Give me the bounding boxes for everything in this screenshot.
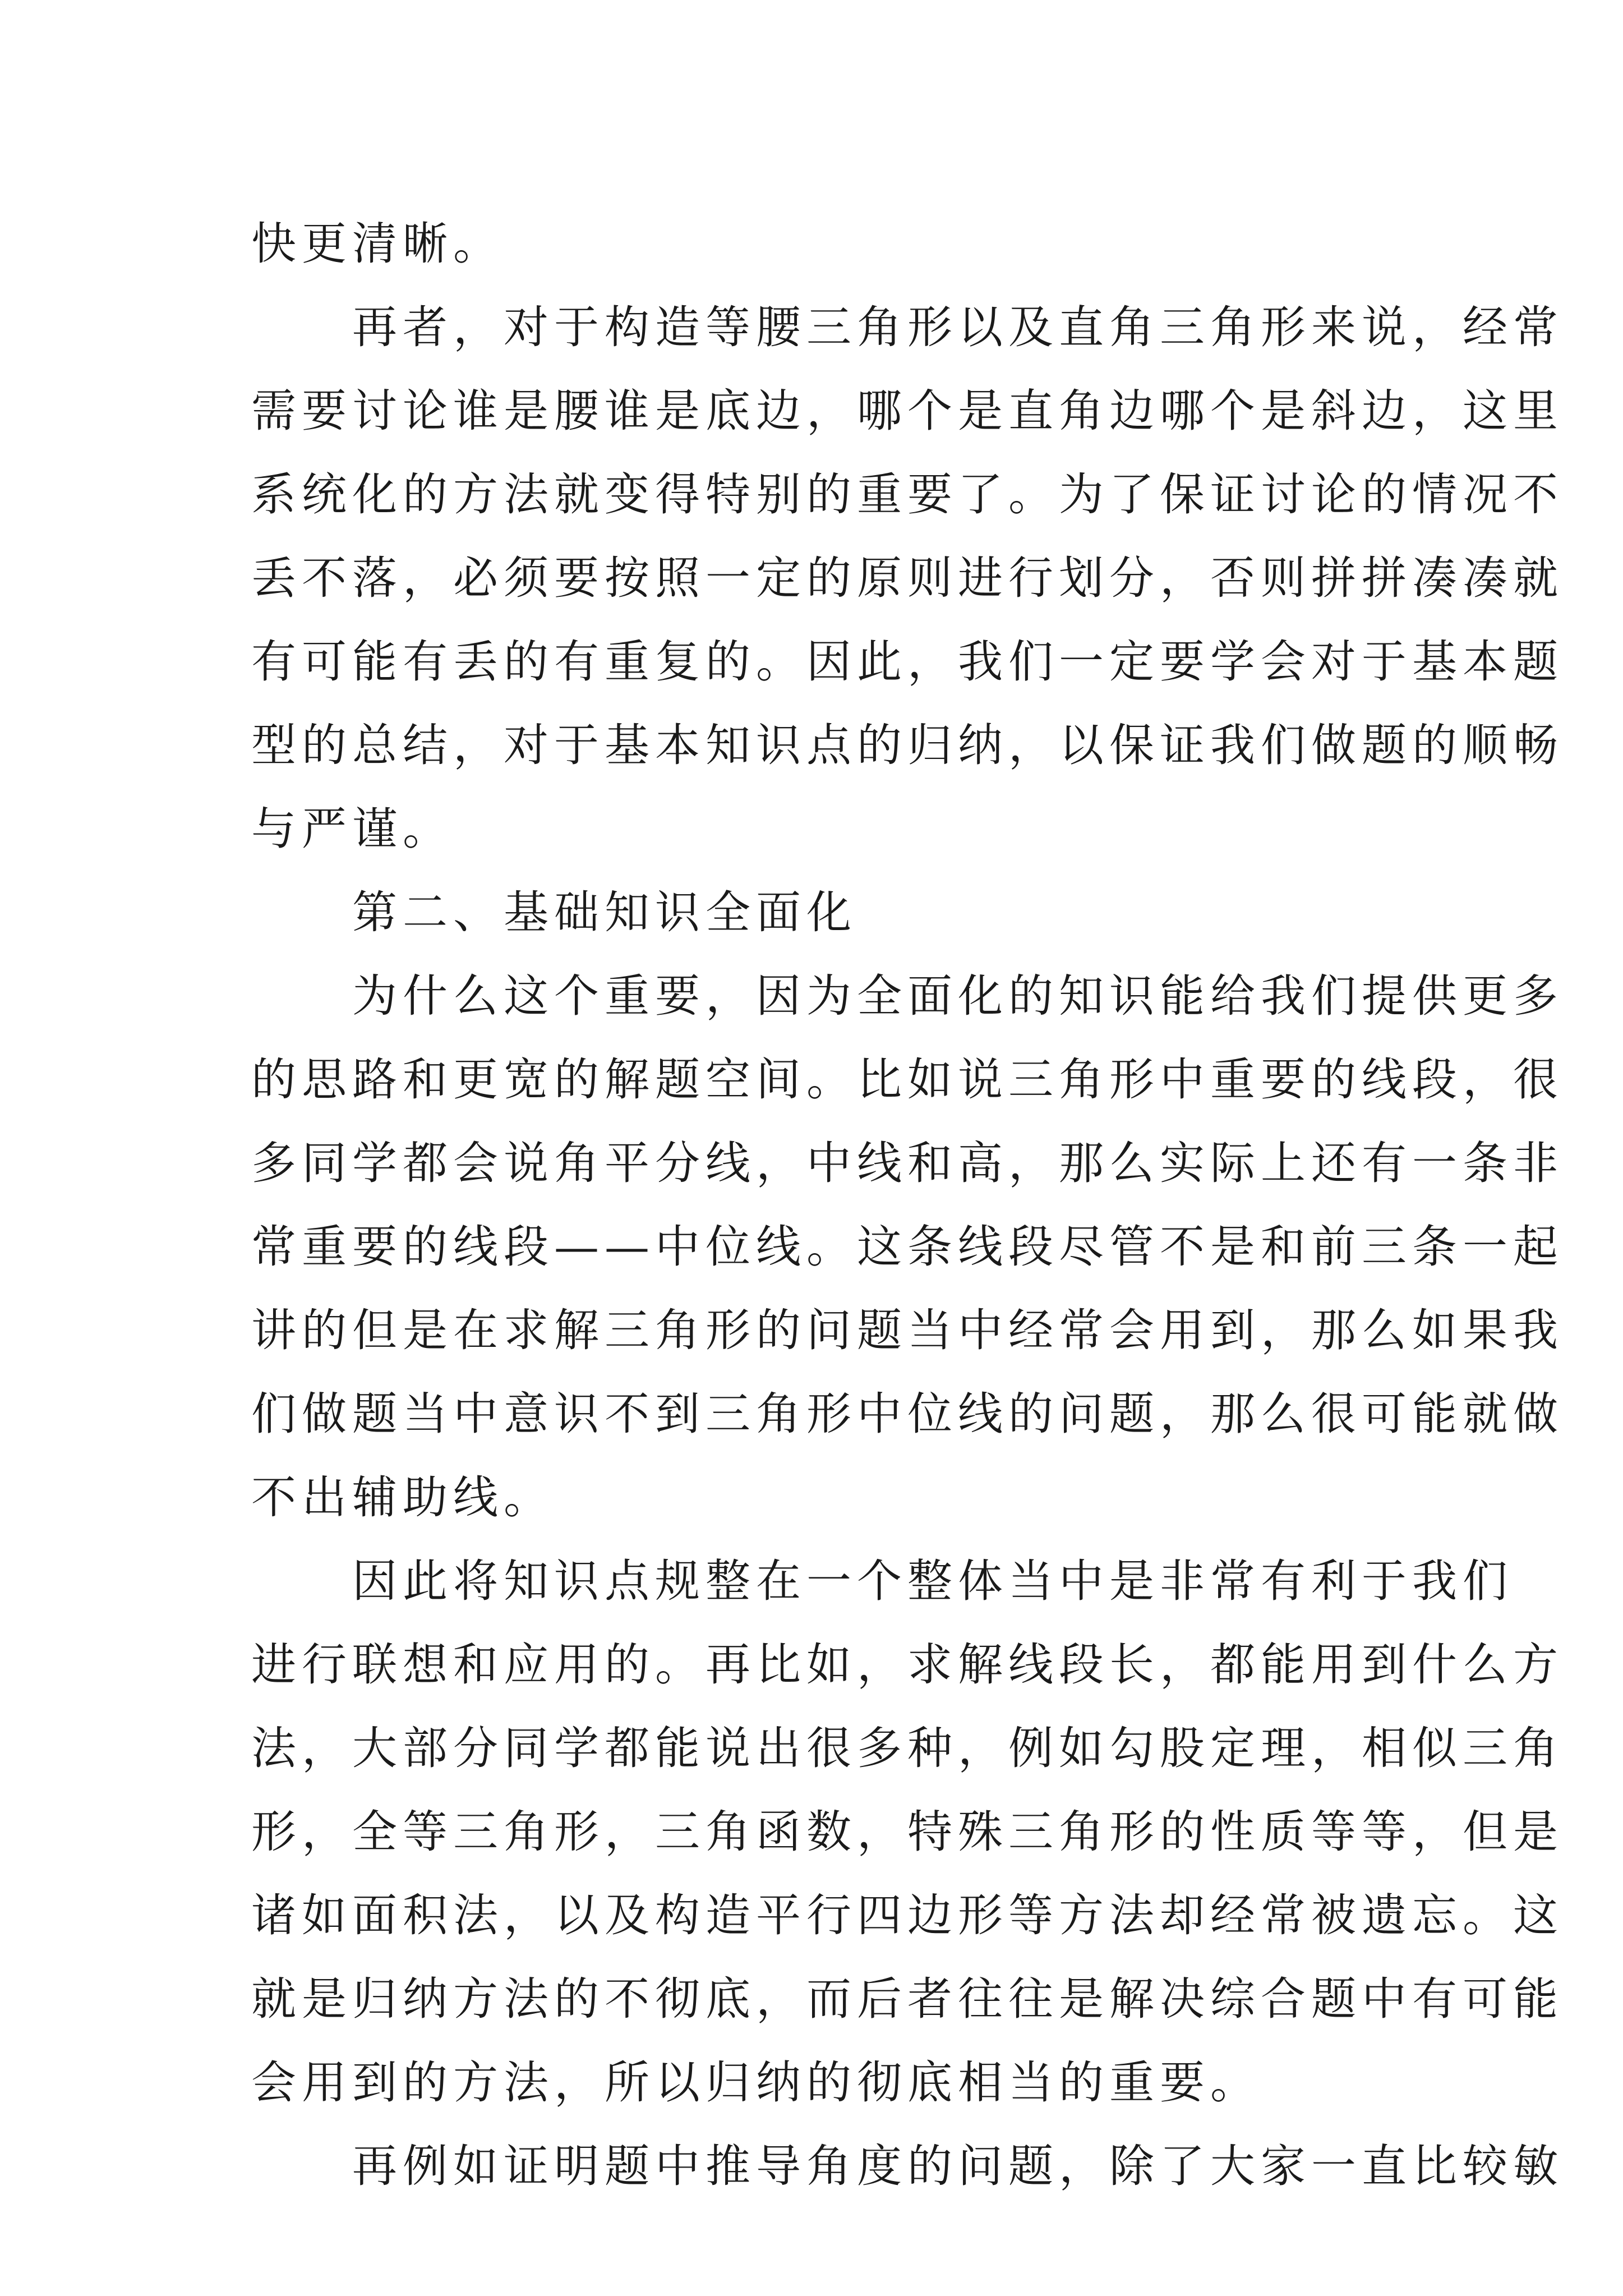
text-line-8: 与严谨。: [251, 803, 453, 855]
text-line-5: 丢不落，必须要按照一定的原则进行划分，否则拼拼凑凑就: [251, 552, 1564, 604]
text-line-19: 法，大部分同学都能说出很多种，例如勾股定理，相似三角: [251, 1722, 1564, 1774]
text-line-1: 快更清晰。: [251, 218, 504, 270]
text-line-6: 有可能有丢的有重复的。因此，我们一定要学会对于基本题: [251, 636, 1564, 688]
text-line-3: 需要讨论谁是腰谁是底边，哪个是直角边哪个是斜边，这里: [251, 385, 1564, 437]
text-line-16: 不出辅助线。: [251, 1471, 554, 1524]
text-line-15: 们做题当中意识不到三角形中位线的问题，那么很可能就做: [251, 1388, 1564, 1440]
body-text: [251, 202, 1564, 2208]
section-heading: 第二、基础知识全面化: [251, 886, 857, 938]
text-line-22: 就是归纳方法的不彻底，而后者往往是解决综合题中有可能: [251, 1973, 1564, 2025]
text-line-21: 诸如面积法，以及构造平行四边形等方法却经常被遗忘。这: [251, 1889, 1564, 1941]
text-line-23: 会用到的方法，所以归纳的彻底相当的重要。: [251, 2056, 1261, 2109]
text-line-18: 进行联想和应用的。再比如，求解线段长，都能用到什么方: [251, 1639, 1564, 1691]
text-line-24: 再例如证明题中推导角度的问题，除了大家一直比较敏: [251, 2140, 1564, 2192]
text-line-7: 型的总结，对于基本知识点的归纳，以保证我们做题的顺畅: [251, 719, 1564, 771]
text-line-10: 为什么这个重要，因为全面化的知识能给我们提供更多: [251, 970, 1564, 1022]
text-line-2: 再者，对于构造等腰三角形以及直角三角形来说，经常: [251, 301, 1564, 353]
text-line-4: 系统化的方法就变得特别的重要了。为了保证讨论的情况不: [251, 468, 1564, 521]
text-line-14: 讲的但是在求解三角形的问题当中经常会用到，那么如果我: [251, 1304, 1564, 1356]
text-line-12: 多同学都会说角平分线，中线和高，那么实际上还有一条非: [251, 1137, 1564, 1189]
text-line-17: 因此将知识点规整在一个整体当中是非常有利于我们: [251, 1555, 1513, 1607]
text-line-13: 常重要的线段——中位线。这条线段尽管不是和前三条一起: [251, 1221, 1564, 1273]
text-line-20: 形，全等三角形，三角函数，特殊三角形的性质等等，但是: [251, 1806, 1564, 1858]
text-line-11: 的思路和更宽的解题空间。比如说三角形中重要的线段，很: [251, 1053, 1564, 1106]
